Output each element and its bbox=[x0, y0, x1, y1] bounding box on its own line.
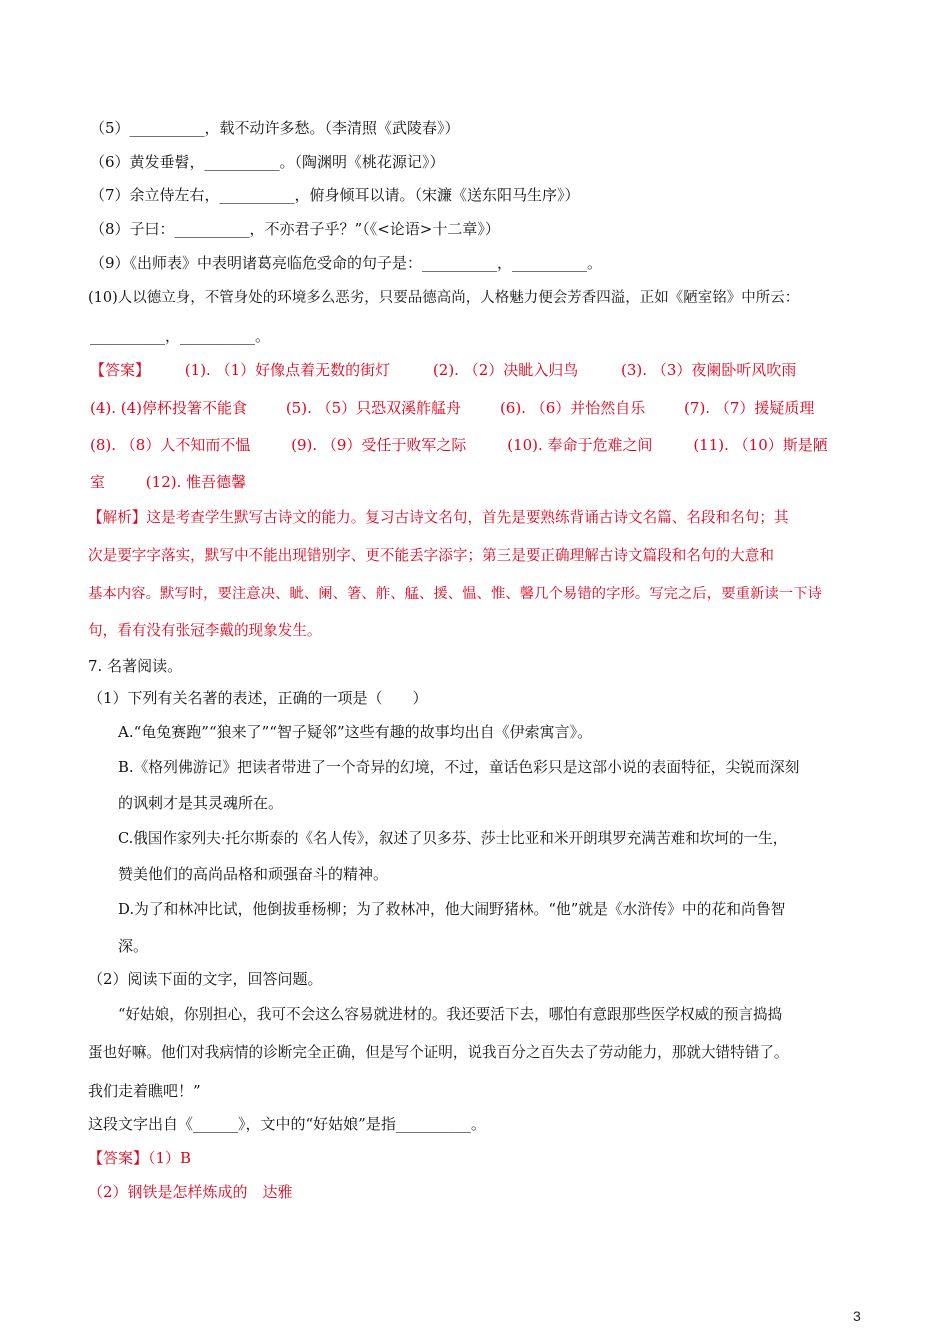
q7-option-a: A.“龟兔赛跑”“狼来了”“智子疑邻”这些有趣的故事均出自《伊索寓言》。 bbox=[118, 723, 593, 741]
answer-item: (9). （9）受任于败军之际 bbox=[291, 436, 467, 454]
q7-option-d-line1: D.为了和林冲比试，他倒拔垂杨柳；为了救林冲，他大闹野猪林。“他”就是《水浒传》中的花和尚鲁智 bbox=[118, 901, 786, 918]
q7-sub1: （1）下列有关名著的表述，正确的一项是（ ） bbox=[88, 689, 428, 707]
answer-item: (4). (4)停杯投箸不能食 bbox=[90, 399, 248, 417]
page-number: 3 bbox=[853, 1308, 861, 1324]
analysis-label: 【解析】 bbox=[88, 509, 147, 526]
answer-item: (7). （7）援疑质理 bbox=[684, 399, 815, 417]
q7-option-c-line1: C.俄国作家列夫·托尔斯泰的《名人传》，叙述了贝多芬、莎士比亚和米开朗琪罗充满苦难和坎坷的一生， bbox=[118, 830, 788, 847]
answer-item: (11). （10）斯是陋 bbox=[693, 436, 828, 454]
question-9: （9）《出师表》中表明诸葛亮临危受命的句子是：__________，__________。 bbox=[90, 254, 603, 272]
analysis-line-1: 【解析】这是考查学生默写古诗文的能力。复习古诗文名句，首先是要熟练背诵古诗文名篇、名段和名句；其 bbox=[88, 509, 789, 526]
question-10-line1: (10)人以德立身，不管身处的环境多么恶劣，只要品德高尚，人格魅力便会芳香四溢，正如《陋室铭》中所云： bbox=[88, 290, 800, 306]
q7-sub2: （2）阅读下面的文字，回答问题。 bbox=[88, 970, 323, 988]
q7-title: 7. 名著阅读。 bbox=[88, 657, 183, 675]
answer-row-4 bbox=[90, 472, 246, 492]
question-7-fill: （7）余立侍左右，__________，俯身倾耳以请。（宋濂《送东阳马生序》） bbox=[90, 186, 580, 204]
answer2-line-2: （2）钢铁是怎样炼成的 达雅 bbox=[88, 1183, 293, 1201]
analysis-line-2: 次是要字字落实，默写中不能出现错别字、更不能丢字添字；第三是要正确理解古诗文篇段和名句的大意和 bbox=[88, 547, 774, 564]
answer-item: 室 bbox=[90, 473, 106, 491]
q7-option-b-line1: B.《格列佛游记》把读者带进了一个奇异的幻境，不过，童话色彩只是这部小说的表面特征，尖锐而深刻 bbox=[118, 759, 800, 776]
answer-item: (8). （8）人不知而不愠 bbox=[90, 436, 251, 454]
q7-option-c-line2: 赞美他们的高尚品格和顽强奋斗的精神。 bbox=[118, 865, 389, 883]
q7-passage-line1: “好姑娘，你别担心，我可不会这么容易就进材的。我还要活下去，哪怕有意跟那些医学权威的预言捣捣 bbox=[118, 1006, 783, 1023]
q7-passage-line3: 我们走着瞧吧！” bbox=[88, 1082, 201, 1100]
answer-item: (6). （6）并怡然自乐 bbox=[499, 399, 646, 417]
answer-label: 【答案】 bbox=[90, 361, 151, 379]
answer-item: (1). （1）好像点着无数的街灯 bbox=[184, 361, 391, 379]
answer-item: (12). 惟吾德馨 bbox=[145, 473, 247, 491]
q7-option-d-line2: 深。 bbox=[118, 937, 149, 955]
q7-question: 这段文字出自《______》，文中的“好姑娘”是指__________。 bbox=[88, 1115, 486, 1133]
answer-item: (3). （3）夜阑卧听风吹雨 bbox=[621, 361, 797, 379]
answer-item: (5). （5）只恐双溪舴艋舟 bbox=[285, 399, 462, 417]
analysis-line-4: 句，看有没有张冠李戴的现象发生。 bbox=[88, 622, 322, 639]
answer-item: (10). 奉命于危难之间 bbox=[507, 436, 653, 454]
q7-option-b-line2: 的讽刺才是其灵魂所在。 bbox=[118, 794, 284, 812]
q7-passage-line2: 蛋也好嘛。他们对我病情的诊断完全正确，但是写个证明，说我百分之百失去了劳动能力，那就大错特错了。 bbox=[88, 1044, 789, 1061]
question-6: （6）黄发垂髫，__________。（陶渊明《桃花源记》） bbox=[90, 153, 445, 171]
answer-row-1 bbox=[90, 360, 796, 380]
answer-item: (2). （2）决眦入归鸟 bbox=[432, 361, 579, 379]
answer2-line-1: 【答案】（1）B bbox=[88, 1149, 192, 1167]
answer-row-2 bbox=[90, 398, 814, 418]
question-5: （5）__________，载不动许多愁。（李清照《武陵春》） bbox=[90, 119, 460, 137]
question-10-line2: __________，__________。 bbox=[90, 327, 271, 345]
answer-row-3 bbox=[90, 435, 828, 455]
question-8: （8）子曰：__________，不亦君子乎？”（《<论语>十二章》） bbox=[90, 220, 500, 238]
analysis-line-3: 基本内容。默写时，要注意决、眦、阑、箸、舴、艋、援、愠、惟、馨几个易错的字形。写完之后，要重新读一下诗 bbox=[88, 586, 822, 602]
answer2-label: 【答案】 bbox=[88, 1149, 149, 1167]
